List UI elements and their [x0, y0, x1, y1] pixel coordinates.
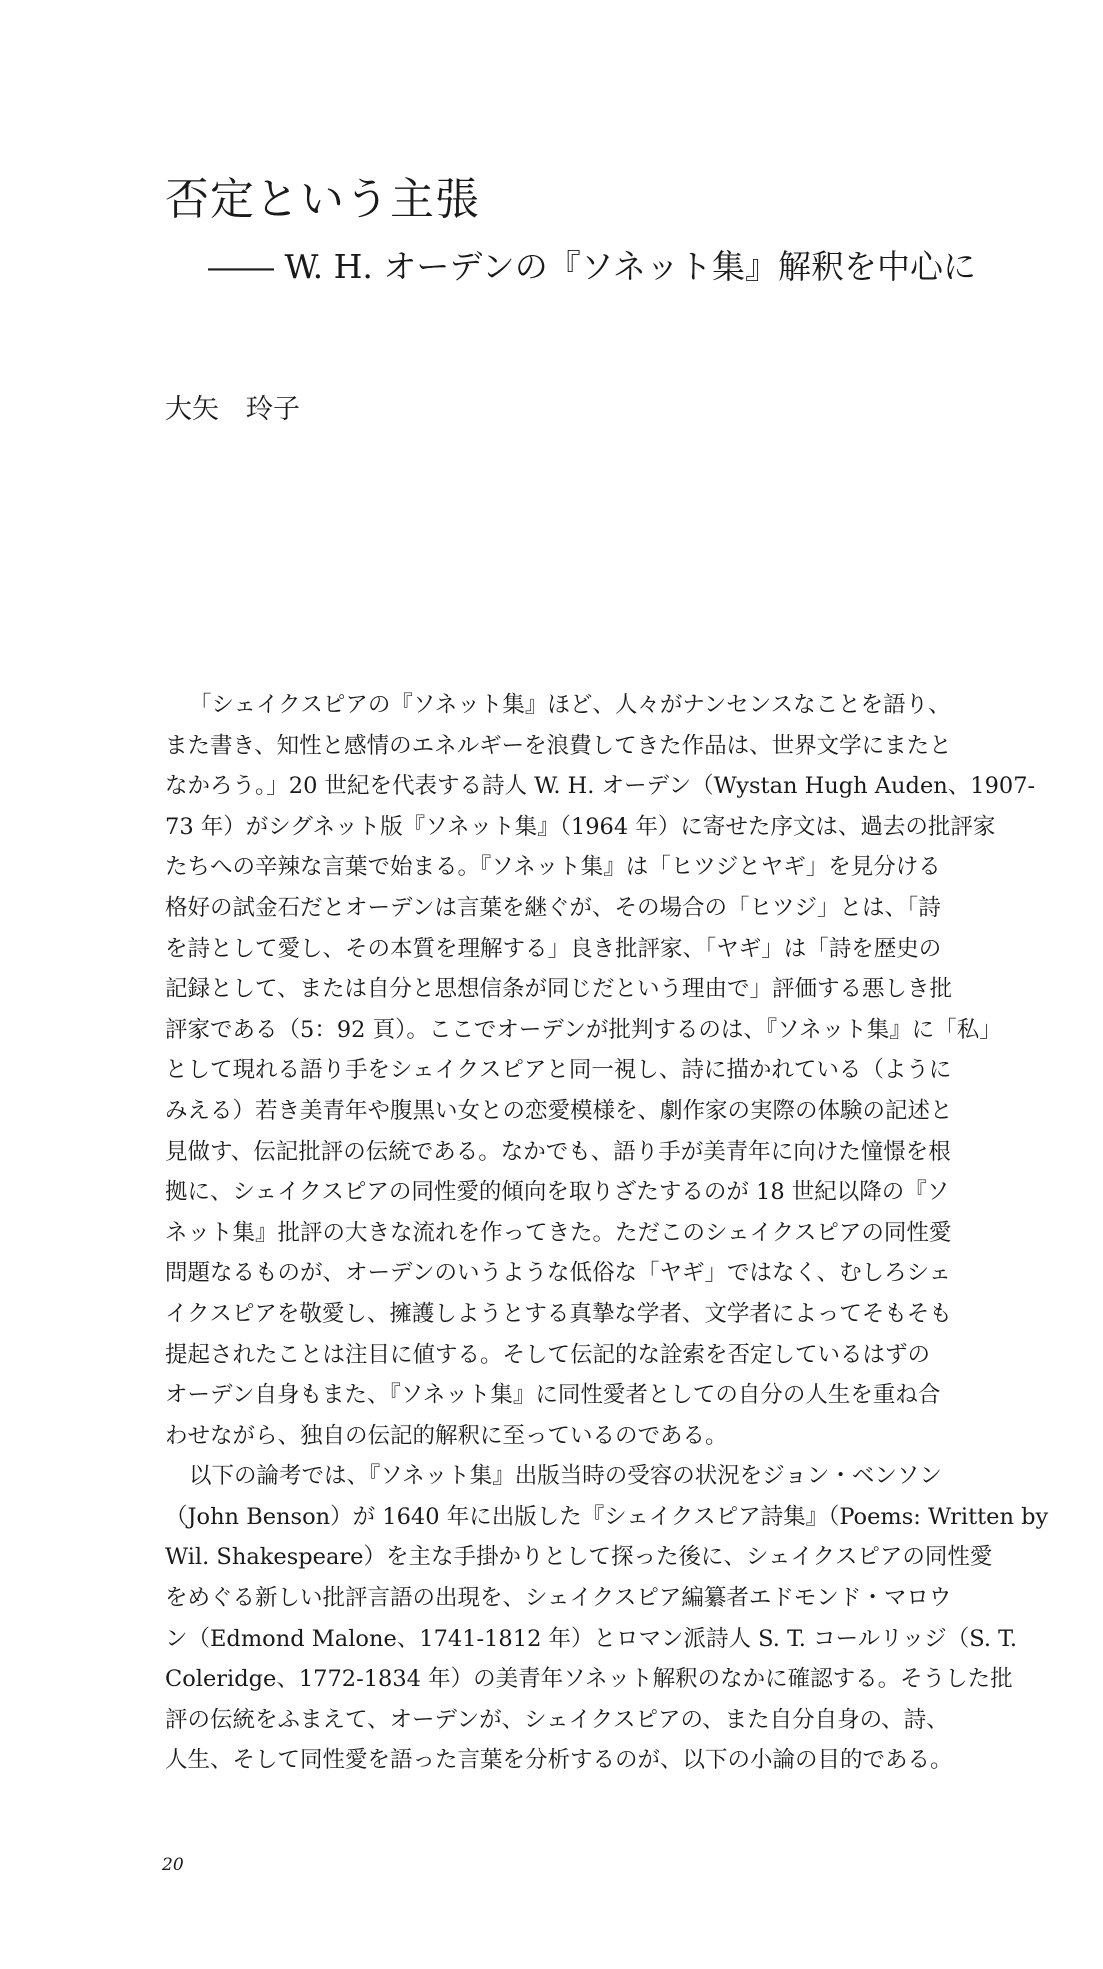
- text-line: わせながら、独自の伝記的解釈に至っているのである。: [165, 1422, 728, 1449]
- text-line: （John Benson）が 1640 年に出版した『シェイクスピア詩集』（Poems: Written by: [165, 1503, 1049, 1530]
- text-line: なかろう。」20 世紀を代表する詩人 W. H. オーデン（Wystan Hugh Auden、1907-: [165, 773, 1036, 800]
- text-line: 提起されたことは注目に値する。そして伝記的な詮索を否定しているはずの: [165, 1341, 931, 1368]
- text-line: を詩として愛し、その本質を理解する」良き批評家、「ヤギ」は「詩を歴史の: [165, 935, 942, 962]
- page-number: 20: [162, 1855, 184, 1875]
- text-line: Wil. Shakespeare）を主な手掛かりとして探った後に、シェイクスピアの同性愛: [165, 1544, 993, 1571]
- text-line: たちへの辛辣な言葉で始まる。『ソネット集』は「ヒツジとヤギ」を見分ける: [165, 854, 941, 881]
- text-line: 評家である（5：92 頁）。ここでオーデンが批判するのは、『ソネット集』に「私」: [165, 1016, 1002, 1043]
- text-line: 「シェイクスピアの『ソネット集』ほど、人々がナンセンスなことを語り、: [189, 692, 951, 718]
- text-line: 格好の試金石だとオーデンは言葉を継ぐが、その場合の「ヒツジ」とは、「詩: [165, 894, 941, 921]
- text-line: 人生、そして同性愛を語った言葉を分析するのが、以下の小論の目的である。: [165, 1747, 953, 1774]
- paragraph-intro: [165, 685, 1036, 1456]
- paragraph-outline: [165, 1456, 1049, 1781]
- article-title: 否定という主張: [165, 174, 480, 225]
- text-line: をめぐる新しい批評言語の出現を、シェイクスピア編纂者エドモンド・マロウ: [165, 1585, 952, 1612]
- article-body: [165, 685, 1049, 1781]
- author-name: 大矢 玲子: [165, 394, 300, 425]
- text-line: 以下の論考では、『ソネット集』出版当時の受容の状況をジョン・ベンソン: [189, 1463, 942, 1490]
- text-line: 見做す、伝記批評の伝統である。なかでも、語り手が美青年に向けた憧憬を根: [165, 1138, 951, 1165]
- text-line: イクスピアを敬愛し、擁護しようとする真摯な学者、文学者によってそもそも: [165, 1300, 952, 1327]
- text-line: また書き、知性と感情のエネルギーを浪費してきた作品は、世界文学にまたと: [165, 732, 952, 759]
- text-line: 73 年）がシグネット版『ソネット集』（1964 年）に寄せた序文は、過去の批評家: [165, 813, 996, 840]
- text-line: Coleridge、1772-1834 年）の美青年ソネット解釈のなかに確認する。そうした批: [165, 1666, 1013, 1693]
- article-subtitle: ―― W. H. オーデンの『ソネット集』解釈を中心に: [208, 247, 977, 286]
- text-line: オーデン自身もまた、『ソネット集』に同性愛者としての自分の人生を重ね合: [165, 1382, 941, 1409]
- text-line: として現れる語り手をシェイクスピアと同一視し、詩に描かれている（ように: [165, 1057, 952, 1084]
- text-line: 記録として、または自分と思想信条が同じだという理由で」評価する悪しき批: [165, 976, 953, 1003]
- text-line: みえる）若き美青年や腹黒い女との恋愛模様を、劇作家の実際の体験の記述と: [165, 1097, 953, 1124]
- text-line: 評の伝統をふまえて、オーデンが、シェイクスピアの、また自分自身の、詩、: [165, 1706, 949, 1733]
- text-line: 問題なるものが、オーデンのいうような低俗な「ヤギ」ではなく、むしろシェ: [165, 1260, 952, 1287]
- text-line: ネット集』批評の大きな流れを作ってきた。ただこのシェイクスピアの同性愛: [165, 1219, 952, 1246]
- text-line: ン（Edmond Malone、1741-1812 年）とロマン派詩人 S. T. コールリッジ（S. T.: [165, 1625, 1018, 1652]
- text-line: 拠に、シェイクスピアの同性愛的傾向を取りざたするのが 18 世紀以降の『ソ: [165, 1179, 950, 1206]
